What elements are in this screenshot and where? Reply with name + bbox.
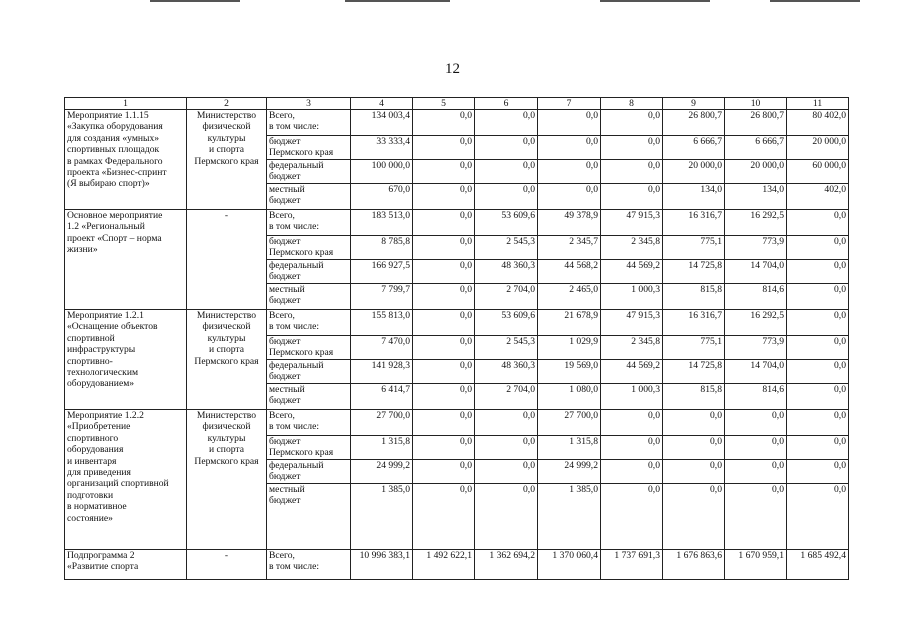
amount-cell: 815,8 — [663, 284, 725, 310]
funding-source-cell: бюджет Пермского края — [267, 236, 351, 260]
top-edge-rule — [345, 0, 450, 2]
funding-source-cell: федеральный бюджет — [267, 260, 351, 284]
amount-cell: 814,6 — [725, 284, 787, 310]
funding-source-cell: Всего, в том числе: — [267, 310, 351, 336]
amount-cell: 773,9 — [725, 336, 787, 360]
amount-cell: 0,0 — [475, 436, 538, 460]
amount-cell: 1 000,3 — [601, 284, 663, 310]
amount-cell: 0,0 — [413, 410, 475, 436]
amount-cell: 0,0 — [538, 184, 601, 210]
budget-table — [64, 97, 849, 580]
column-number-row — [65, 98, 849, 110]
amount-cell: 0,0 — [538, 136, 601, 160]
amount-cell: 1 676 863,6 — [663, 550, 725, 580]
funding-source-cell: Всего, в том числе: — [267, 110, 351, 136]
amount-cell: 1 080,0 — [538, 384, 601, 410]
amount-cell: 0,0 — [413, 136, 475, 160]
amount-cell: 0,0 — [601, 436, 663, 460]
funding-source-cell: федеральный бюджет — [267, 460, 351, 484]
amount-cell: 48 360,3 — [475, 260, 538, 284]
amount-cell: 6 414,7 — [351, 384, 413, 410]
amount-cell: 53 609,6 — [475, 210, 538, 236]
executor-cell: Министерство физической культуры и спорта Пермского края — [187, 110, 267, 210]
amount-cell: 0,0 — [413, 436, 475, 460]
page-number: 12 — [445, 61, 460, 77]
column-number-cell: 5 — [413, 98, 475, 110]
amount-cell: 0,0 — [787, 436, 849, 460]
funding-source-cell: местный бюджет — [267, 384, 351, 410]
amount-cell: 2 545,3 — [475, 336, 538, 360]
amount-cell: 80 402,0 — [787, 110, 849, 136]
top-edge-rule — [770, 0, 860, 2]
amount-cell: 773,9 — [725, 236, 787, 260]
amount-cell: 0,0 — [787, 484, 849, 550]
amount-cell: 1 737 691,3 — [601, 550, 663, 580]
amount-cell: 0,0 — [787, 210, 849, 236]
amount-cell: 14 704,0 — [725, 360, 787, 384]
amount-cell: 0,0 — [601, 484, 663, 550]
amount-cell: 20 000,0 — [663, 160, 725, 184]
amount-cell: 44 569,2 — [601, 360, 663, 384]
amount-cell: 0,0 — [475, 136, 538, 160]
amount-cell: 0,0 — [413, 260, 475, 284]
amount-cell: 2 704,0 — [475, 284, 538, 310]
amount-cell: 14 725,8 — [663, 360, 725, 384]
amount-cell: 100 000,0 — [351, 160, 413, 184]
amount-cell: 0,0 — [413, 284, 475, 310]
amount-cell: 0,0 — [413, 384, 475, 410]
amount-cell: 1 370 060,4 — [538, 550, 601, 580]
amount-cell: 33 333,4 — [351, 136, 413, 160]
column-number-cell: 3 — [267, 98, 351, 110]
amount-cell: 2 345,8 — [601, 236, 663, 260]
column-number-cell: 10 — [725, 98, 787, 110]
funding-source-cell: местный бюджет — [267, 284, 351, 310]
amount-cell: 2 345,8 — [601, 336, 663, 360]
amount-cell: 60 000,0 — [787, 160, 849, 184]
column-number-cell: 1 — [65, 98, 187, 110]
amount-cell: 49 378,9 — [538, 210, 601, 236]
executor-cell: - — [187, 550, 267, 580]
executor-cell: Министерство физической культуры и спорта Пермского края — [187, 410, 267, 550]
amount-cell: 0,0 — [787, 284, 849, 310]
amount-cell: 0,0 — [413, 336, 475, 360]
amount-cell: 134 003,4 — [351, 110, 413, 136]
amount-cell: 24 999,2 — [351, 460, 413, 484]
amount-cell: 48 360,3 — [475, 360, 538, 384]
amount-cell: 0,0 — [413, 236, 475, 260]
amount-cell: 0,0 — [538, 110, 601, 136]
column-number-cell: 11 — [787, 98, 849, 110]
amount-cell: 0,0 — [725, 436, 787, 460]
amount-cell: 0,0 — [601, 410, 663, 436]
table-row — [65, 110, 849, 136]
amount-cell: 166 927,5 — [351, 260, 413, 284]
amount-cell: 0,0 — [787, 410, 849, 436]
executor-cell: Министерство физической культуры и спорта Пермского края — [187, 310, 267, 410]
column-number-cell: 6 — [475, 98, 538, 110]
amount-cell: 1 385,0 — [538, 484, 601, 550]
amount-cell: 24 999,2 — [538, 460, 601, 484]
funding-source-cell: бюджет Пермского края — [267, 336, 351, 360]
amount-cell: 14 704,0 — [725, 260, 787, 284]
amount-cell: 814,6 — [725, 384, 787, 410]
amount-cell: 0,0 — [475, 110, 538, 136]
column-number-cell: 2 — [187, 98, 267, 110]
amount-cell: 0,0 — [413, 160, 475, 184]
column-number-cell: 7 — [538, 98, 601, 110]
amount-cell: 0,0 — [663, 436, 725, 460]
amount-cell: 0,0 — [413, 184, 475, 210]
column-number-cell: 8 — [601, 98, 663, 110]
amount-cell: 0,0 — [725, 460, 787, 484]
funding-source-cell: местный бюджет — [267, 484, 351, 550]
amount-cell: 21 678,9 — [538, 310, 601, 336]
amount-cell: 0,0 — [601, 110, 663, 136]
amount-cell: 16 292,5 — [725, 210, 787, 236]
amount-cell: 0,0 — [413, 210, 475, 236]
amount-cell: 2 345,7 — [538, 236, 601, 260]
amount-cell: 0,0 — [601, 160, 663, 184]
amount-cell: 1 029,9 — [538, 336, 601, 360]
amount-cell: 0,0 — [413, 310, 475, 336]
column-number-cell: 9 — [663, 98, 725, 110]
amount-cell: 141 928,3 — [351, 360, 413, 384]
amount-cell: 0,0 — [663, 460, 725, 484]
amount-cell: 7 799,7 — [351, 284, 413, 310]
amount-cell: 1 685 492,4 — [787, 550, 849, 580]
table-row — [65, 550, 849, 580]
amount-cell: 10 996 383,1 — [351, 550, 413, 580]
amount-cell: 16 316,7 — [663, 310, 725, 336]
amount-cell: 1 362 694,2 — [475, 550, 538, 580]
amount-cell: 0,0 — [787, 360, 849, 384]
amount-cell: 20 000,0 — [787, 136, 849, 160]
amount-cell: 0,0 — [538, 160, 601, 184]
funding-source-cell: Всего, в том числе: — [267, 410, 351, 436]
activity-name-cell: Мероприятие 1.2.1 «Оснащение объектов спортивной инфраструктуры спортивно- технологическим оборудованием» — [65, 310, 187, 410]
amount-cell: 0,0 — [601, 460, 663, 484]
funding-source-cell: бюджет Пермского края — [267, 136, 351, 160]
top-edge-rule — [150, 0, 240, 2]
amount-cell: 44 569,2 — [601, 260, 663, 284]
executor-cell: - — [187, 210, 267, 310]
amount-cell: 14 725,8 — [663, 260, 725, 284]
amount-cell: 20 000,0 — [725, 160, 787, 184]
amount-cell: 0,0 — [663, 410, 725, 436]
amount-cell: 8 785,8 — [351, 236, 413, 260]
amount-cell: 6 666,7 — [725, 136, 787, 160]
amount-cell: 0,0 — [787, 310, 849, 336]
amount-cell: 402,0 — [787, 184, 849, 210]
table-row — [65, 210, 849, 236]
amount-cell: 26 800,7 — [725, 110, 787, 136]
amount-cell: 0,0 — [787, 236, 849, 260]
amount-cell: 815,8 — [663, 384, 725, 410]
amount-cell: 670,0 — [351, 184, 413, 210]
amount-cell: 0,0 — [787, 460, 849, 484]
amount-cell: 0,0 — [725, 410, 787, 436]
amount-cell: 6 666,7 — [663, 136, 725, 160]
amount-cell: 0,0 — [475, 484, 538, 550]
amount-cell: 134,0 — [725, 184, 787, 210]
amount-cell: 0,0 — [413, 360, 475, 384]
amount-cell: 0,0 — [413, 484, 475, 550]
activity-name-cell: Мероприятие 1.1.15 «Закупка оборудования для создания «умных» спортивных площадок в рамках Федерального проекта «Бизнес-спринт (Я выбираю спорт)» — [65, 110, 187, 210]
amount-cell: 775,1 — [663, 336, 725, 360]
amount-cell: 1 385,0 — [351, 484, 413, 550]
activity-name-cell: Основное мероприятие 1.2 «Региональный проект «Спорт – норма жизни» — [65, 210, 187, 310]
funding-source-cell: местный бюджет — [267, 184, 351, 210]
activity-name-cell: Подпрограмма 2 «Развитие спорта — [65, 550, 187, 580]
amount-cell: 44 568,2 — [538, 260, 601, 284]
table-row — [65, 410, 849, 436]
amount-cell: 0,0 — [475, 184, 538, 210]
amount-cell: 0,0 — [601, 184, 663, 210]
funding-source-cell: Всего, в том числе: — [267, 550, 351, 580]
amount-cell: 0,0 — [475, 410, 538, 436]
top-edge-rule — [600, 0, 710, 2]
amount-cell: 7 470,0 — [351, 336, 413, 360]
amount-cell: 47 915,3 — [601, 310, 663, 336]
funding-source-cell: бюджет Пермского края — [267, 436, 351, 460]
amount-cell: 134,0 — [663, 184, 725, 210]
amount-cell: 53 609,6 — [475, 310, 538, 336]
amount-cell: 26 800,7 — [663, 110, 725, 136]
amount-cell: 0,0 — [475, 460, 538, 484]
table-row — [65, 310, 849, 336]
amount-cell: 2 704,0 — [475, 384, 538, 410]
amount-cell: 1 670 959,1 — [725, 550, 787, 580]
amount-cell: 2 465,0 — [538, 284, 601, 310]
amount-cell: 1 315,8 — [538, 436, 601, 460]
amount-cell: 775,1 — [663, 236, 725, 260]
amount-cell: 0,0 — [787, 384, 849, 410]
amount-cell: 0,0 — [475, 160, 538, 184]
amount-cell: 183 513,0 — [351, 210, 413, 236]
funding-source-cell: Всего, в том числе: — [267, 210, 351, 236]
amount-cell: 27 700,0 — [351, 410, 413, 436]
amount-cell: 1 492 622,1 — [413, 550, 475, 580]
amount-cell: 0,0 — [601, 136, 663, 160]
amount-cell: 155 813,0 — [351, 310, 413, 336]
amount-cell: 19 569,0 — [538, 360, 601, 384]
amount-cell: 16 316,7 — [663, 210, 725, 236]
amount-cell: 27 700,0 — [538, 410, 601, 436]
amount-cell: 47 915,3 — [601, 210, 663, 236]
activity-name-cell: Мероприятие 1.2.2 «Приобретение спортивного оборудования и инвентаря для приведения организаций спортивной подготовки в нормативное состояние» — [65, 410, 187, 550]
amount-cell: 0,0 — [725, 484, 787, 550]
amount-cell: 0,0 — [413, 110, 475, 136]
amount-cell: 0,0 — [787, 336, 849, 360]
column-number-cell: 4 — [351, 98, 413, 110]
funding-source-cell: федеральный бюджет — [267, 160, 351, 184]
amount-cell: 1 315,8 — [351, 436, 413, 460]
funding-source-cell: федеральный бюджет — [267, 360, 351, 384]
amount-cell: 0,0 — [663, 484, 725, 550]
amount-cell: 1 000,3 — [601, 384, 663, 410]
amount-cell: 0,0 — [413, 460, 475, 484]
amount-cell: 0,0 — [787, 260, 849, 284]
amount-cell: 16 292,5 — [725, 310, 787, 336]
amount-cell: 2 545,3 — [475, 236, 538, 260]
